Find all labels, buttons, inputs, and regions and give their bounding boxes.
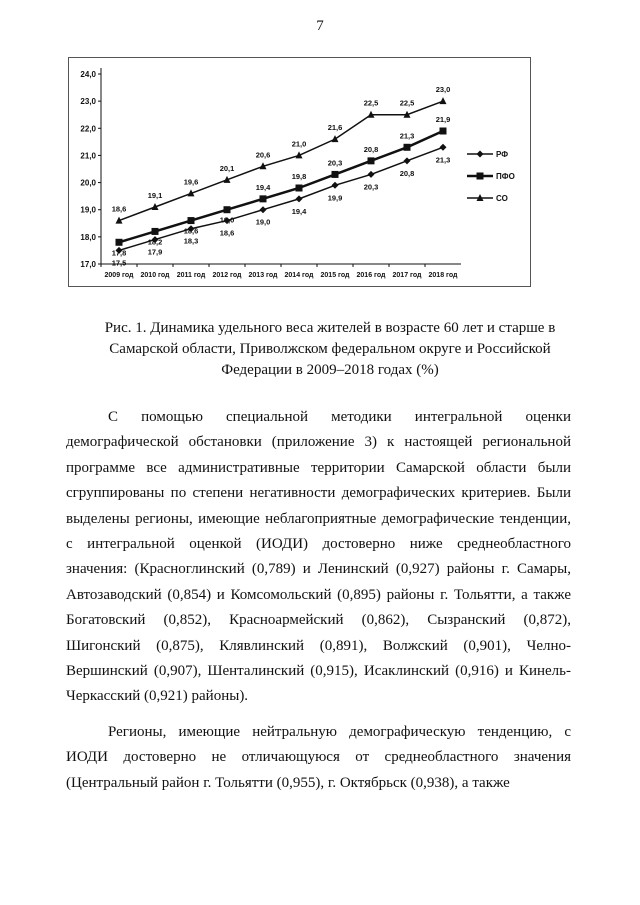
x-tick-label: 2013 год [248, 272, 278, 279]
data-label: 20,8 [363, 144, 379, 154]
data-point-diamond [440, 144, 447, 151]
data-label: 17,8 [111, 248, 127, 258]
data-label: 18,6 [219, 228, 235, 238]
data-label: 20,8 [399, 168, 415, 178]
data-point-square [152, 228, 159, 235]
data-point-square [404, 144, 411, 151]
x-tick-label: 2011 год [176, 272, 206, 279]
data-point-diamond [296, 195, 303, 202]
data-label: 19,1 [147, 191, 163, 200]
paragraph-1: С помощью специальной методики интегральной оценки демографической обстановки (приложение 3) к настоящей региональной программе все административные территории Самарской области были сгруппированы по степени негативности демографических критериев. Были выделены регионы, имеющие неблагоприятные демографические тенденции, с интегральной оценкой (ИОДИ) достоверно ниже среднеобластного значения: (Красноглинский (0,789) и Ленинский (0,927) районы г. Самары, Автозаводский (0,854) и Комсомольский (0,895) районы г. Тольятти, а также Богатовский (0,852), Красноармейский (0,862), Сызранский (0,872), Шигонский (0,875), Клявлинский (0,891), Волжский (0,901), Челно-Вершинский (0,907), Шенталинский (0,915), Исаклинский (0,916) и Кинель-Черкасский (0,921) районы). [66, 409, 571, 705]
data-point-square [116, 239, 123, 246]
data-label: 17,9 [147, 247, 163, 257]
legend-label: СО [496, 194, 508, 203]
data-label: 23,0 [435, 85, 451, 95]
data-label: 21,0 [291, 139, 307, 149]
data-point-square [332, 171, 339, 178]
data-label: 19,0 [219, 215, 235, 225]
chart-container [68, 57, 531, 287]
data-label: 20,3 [363, 182, 379, 192]
figure-caption: Рис. 1. Динамика удельного веса жителей в возрасте 60 лет и старше в Самарской области, Приволжском федеральном округе и Российской Федерации в 2009–2018 годах (%) [104, 320, 556, 378]
x-tick-label: 2010 год [140, 272, 170, 279]
y-tick-label: 22,0 [80, 124, 96, 134]
data-point-square [440, 128, 447, 135]
x-tick-label: 2012 год [212, 272, 242, 279]
data-label: 20,3 [327, 158, 343, 168]
x-tick-label: 2016 год [356, 272, 386, 279]
data-label: 21,6 [327, 123, 343, 133]
data-label: 17,5 [111, 258, 127, 268]
data-point-diamond [368, 171, 375, 178]
x-tick-label: 2017 год [392, 272, 422, 279]
data-point-square [296, 185, 303, 192]
data-label: 18,3 [183, 236, 199, 246]
data-label: 20,1 [219, 163, 235, 173]
data-label: 20,6 [255, 150, 271, 160]
x-tick-label: 2014 год [284, 272, 314, 279]
data-point-triangle [332, 135, 339, 142]
data-label: 19,4 [291, 206, 307, 216]
data-label: 21,3 [399, 131, 415, 141]
y-tick-label: 23,0 [80, 97, 96, 107]
legend-marker-square [477, 173, 484, 180]
data-label: 22,5 [363, 98, 379, 108]
data-label: 21,9 [435, 115, 451, 124]
data-point-square [368, 157, 375, 164]
y-tick-label: 24,0 [80, 70, 96, 79]
y-tick-label: 18,0 [80, 232, 96, 242]
x-tick-label: 2015 год [320, 272, 350, 279]
data-label: 19,4 [255, 182, 271, 192]
x-tick-label: 2018 год [428, 272, 458, 279]
data-point-square [224, 206, 231, 213]
series-line-square [119, 131, 443, 242]
y-tick-label: 17,0 [80, 260, 96, 269]
y-tick-label: 19,0 [80, 205, 96, 215]
data-label: 21,3 [435, 155, 451, 165]
data-point-diamond [260, 206, 267, 213]
y-tick-label: 20,0 [80, 178, 96, 188]
data-label: 19,8 [291, 172, 307, 181]
paragraph-2: Регионы, имеющие нейтральную демографическую тенденцию, с ИОДИ достоверно не отличающуюся от среднеобластного значения (Центральный район г. Тольятти (0,955), г. Октябрьск (0,938), а также [66, 724, 571, 791]
legend-marker-diamond [477, 151, 484, 158]
data-label: 19,0 [255, 217, 271, 227]
data-point-square [188, 217, 195, 224]
series-line-triangle [119, 98, 443, 220]
data-label: 19,9 [327, 193, 343, 203]
page-number: 7 [316, 18, 324, 34]
data-label: 18,6 [111, 204, 127, 214]
data-label: 22,5 [399, 98, 415, 108]
x-tick-label: 2009 год [104, 272, 134, 279]
legend-label: РФ [496, 150, 509, 159]
data-point-diamond [332, 182, 339, 189]
data-label: 19,6 [183, 177, 199, 187]
data-point-triangle [440, 97, 447, 104]
data-point-square [260, 195, 267, 202]
data-label: 18,2 [147, 237, 163, 247]
data-label: 18,6 [183, 226, 199, 236]
line-chart [69, 58, 530, 286]
y-tick-label: 21,0 [80, 151, 96, 161]
legend-label: ПФО [496, 172, 515, 181]
data-point-diamond [404, 157, 411, 164]
